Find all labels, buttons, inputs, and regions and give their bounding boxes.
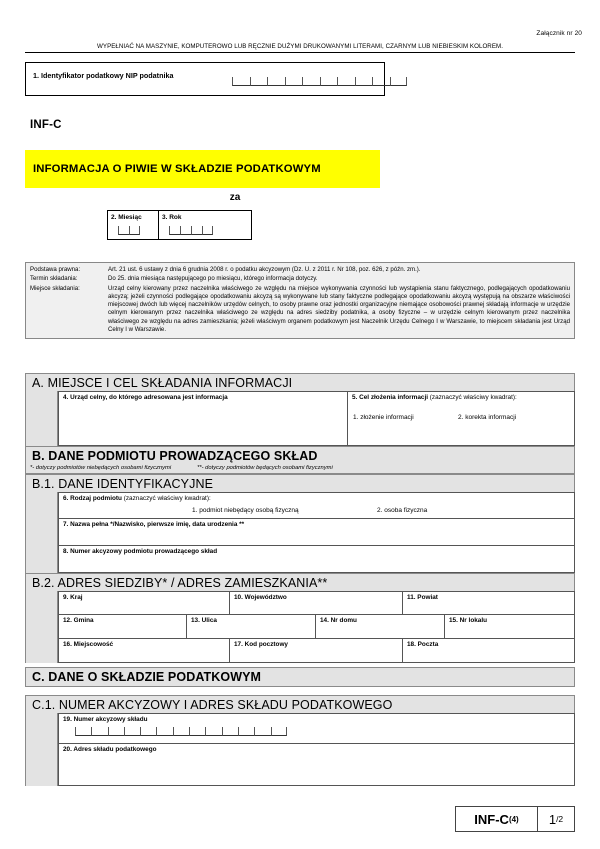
field-15-label: 15. Nr lokalu [449,617,488,624]
input-cell[interactable] [156,727,172,736]
field-16-label: 16. Miejscowość [63,641,114,648]
input-cell[interactable] [140,727,156,736]
legal-text: Do 25. dnia miesiąca następującego po miesiącu, którego informacja dotyczy. [108,275,318,283]
field-18-label: 18. Poczta [407,641,439,648]
annex-number: Załącznik nr 20 [536,30,582,37]
input-cell[interactable] [271,727,287,736]
legal-row [30,266,570,274]
section-c-heading: C. DANE O SKŁADZIE PODATKOWYM [25,667,575,687]
section-b2-heading: B.2. ADRES SIEDZIBY* / ADRES ZAMIESZKANIA** [25,573,575,593]
input-cell[interactable] [390,77,408,86]
month-field[interactable] [107,210,159,240]
field-5-purpose[interactable] [348,391,575,446]
input-cell[interactable] [118,226,129,235]
legal-term: Podstawa prawna: [30,266,81,273]
input-cell[interactable] [250,77,268,86]
nip-input-cells[interactable] [232,77,407,86]
input-cell[interactable] [91,727,107,736]
section-b-heading: B. DANE PODMIOTU PROWADZĄCEGO SKŁAD [25,446,575,466]
section-b1-row-6 [25,492,575,519]
form-title-banner [25,150,380,188]
field-14-label: 14. Nr domu [320,617,357,624]
field-5-option-2[interactable]: 2. korekta informacji [458,414,517,421]
field-18-post-office[interactable] [403,639,575,663]
for-period-word: za [229,192,241,203]
input-cell[interactable] [129,226,140,235]
input-cell[interactable] [302,77,320,86]
legal-basis-block [25,262,575,339]
field-11-label: 11. Powiat [407,594,438,601]
field-15-apartment-number[interactable] [445,615,575,639]
field-14-house-number[interactable] [316,615,445,639]
year-label: 3. Rok [162,213,182,221]
field-4-customs-office[interactable] [58,391,348,446]
section-b1-heading: B.1. DANE IDENTYFIKACYJNE [25,474,575,494]
input-cell[interactable] [285,77,303,86]
field-6-option-1[interactable]: 1. podmiot niebędący osobą fizyczną [192,507,299,514]
input-cell[interactable] [238,727,254,736]
left-gutter [25,492,58,519]
legal-text: Art. 21 ust. 6 ustawy z dnia 6 grudnia 2008 r. o podatku akcyzowym (Dz. U. z 2011 r. Nr 108, poz. 626, z późn. zm.). [108,266,421,273]
section-b2-row-1 [25,591,575,615]
month-input-cells[interactable] [118,226,140,235]
input-cell[interactable] [75,727,91,736]
field-9-country[interactable] [58,591,230,615]
year-input-cells[interactable] [169,226,213,235]
field-6-option-2[interactable]: 2. osoba fizyczna [377,507,428,514]
field-13-street[interactable] [187,615,316,639]
field-12-commune[interactable] [58,615,187,639]
input-cell[interactable] [202,226,213,235]
input-cell[interactable] [337,77,355,86]
footer-page-current: 1 [548,811,557,827]
month-label: 2. Miesiąc [111,213,142,221]
input-cell[interactable] [108,727,124,736]
left-gutter [25,519,58,546]
field-5-option-1[interactable]: 1. złożenie informacji [353,414,414,421]
input-cell[interactable] [180,226,191,235]
footnote-2: **- dotyczy podmiotów będących osobami fizycznymi [197,465,333,471]
field-13-label: 13. Ulica [191,617,217,624]
legal-row [30,275,570,283]
footnote-1: *- dotyczy podmiotów niebędących osobami fizycznymi [30,465,172,471]
input-cell[interactable] [173,727,189,736]
form-title: INFORMACJA O PIWIE W SKŁADZIE PODATKOWYM [33,163,321,175]
field-5-label: 5. Cel złożenia informacji (zaznaczyć właściwy kwadrat): [352,394,517,401]
field-10-label: 10. Województwo [234,594,287,601]
section-b1-row-7 [25,519,575,546]
field-6-label: 6. Rodzaj podmiotu (zaznaczyć właściwy kwadrat): [63,495,211,502]
period-fields [107,210,252,240]
left-gutter [25,615,58,639]
header-divider [25,52,575,53]
field-8-label: 8. Numer akcyzowy podmiotu prowadzącego skład [63,548,218,555]
input-cell[interactable] [232,77,250,86]
year-field[interactable] [159,210,252,240]
field-10-voivodeship[interactable] [230,591,403,615]
field-11-county[interactable] [403,591,575,615]
section-b1-row-8 [25,546,575,573]
left-gutter [25,546,58,573]
section-b2-row-2 [25,615,575,639]
field-9-label: 9. Kraj [63,594,83,601]
field-16-city[interactable] [58,639,230,663]
input-cell[interactable] [222,727,238,736]
nip-field-box[interactable] [25,62,385,96]
input-cell[interactable] [372,77,390,86]
footer-code-text: INF-C [474,811,509,827]
input-cell[interactable] [320,77,338,86]
footer-form-code [456,807,538,831]
input-cell[interactable] [189,727,205,736]
input-cell[interactable] [124,727,140,736]
footer-page-total: /2 [556,814,564,824]
input-cell[interactable] [205,727,221,736]
field-6-entity-type[interactable] [58,492,575,519]
field-12-label: 12. Gmina [63,617,94,624]
footer-version: (4) [508,814,519,824]
section-c1-row-19 [25,713,575,744]
section-a-heading: A. MIEJSCE I CEL SKŁADANIA INFORMACJI [25,373,575,393]
field-19-label: 19. Numer akcyzowy składu [63,716,148,723]
input-cell[interactable] [191,226,202,235]
footer-page-number [538,807,574,831]
input-cell[interactable] [254,727,270,736]
field-20-warehouse-address[interactable] [58,744,575,786]
legal-term: Termin składania: [30,275,78,283]
legal-text: Urząd celny kierowany przez naczelnika właściwego ze względu na miejsce wykonywania czynności lub wystąpienia stanu faktycznego, podlegających opodatkowaniu akcyzą; jeżeli czynności podlegające opodatkowaniu akcyzą są wykonywane lub stany faktyczne podlegające opodatkowaniu akcyzą występują na obszarze właściwości miejscowej dwóch lub więcej naczelników urzędów celnych, to osoby prawne oraz jednostki organizacyjne niemające osobowości prawnej składają informacje w urzędzie celnym kierowanym przez naczelnika właściwego ze względu na adres siedziby podatnika, a osoby fizyczne – w urzędzie celnym kierowanym przez naczelnika właściwego ze względu na adres zamieszkania; jeżeli właściwym organem podatkowym jest Naczelnik Urzędu Celnego I w Warszawie, to miejscem składania jest Urząd Celny I w Warszawie. [108,284,570,334]
field-7-label: 7. Nazwa pełna */Nazwisko, pierwsze imię, data urodzenia ** [63,521,245,528]
left-gutter [25,744,58,786]
left-gutter [25,713,58,744]
input-cell[interactable] [355,77,373,86]
field-19-warehouse-excise-number[interactable] [58,713,575,744]
section-a-fields [25,391,575,446]
section-b2-row-3 [25,639,575,663]
input-cell[interactable] [169,226,180,235]
input-cell[interactable] [267,77,285,86]
field-17-label: 17. Kod pocztowy [234,641,288,648]
left-gutter [25,591,58,615]
section-c1-heading: C.1. NUMER AKCYZOWY I ADRES SKŁADU PODATKOWEGO [25,695,575,715]
field-4-label: 4. Urząd celny, do którego adresowana jest informacja [63,394,228,401]
left-gutter [25,639,58,663]
legal-row [30,285,570,335]
field-7-full-name[interactable] [58,519,575,546]
field-8-excise-number[interactable] [58,546,575,573]
left-gutter [25,391,58,446]
page-footer [455,806,575,832]
section-b-footnotes [25,464,575,474]
fill-instruction: WYPEŁNIAĆ NA MASZYNIE, KOMPUTEROWO LUB RĘCZNIE DUŻYMI DRUKOWANYMI LITERAMI, CZARNYM LUB NIEBIESKIM KOLOREM. [97,43,503,50]
legal-term: Miejsce składania: [30,284,80,292]
field-20-label: 20. Adres składu podatkowego [63,746,157,753]
nip-label: 1. Identyfikator podatkowy NIP podatnika [33,71,174,80]
section-c1-row-20 [25,744,575,786]
form-code: INF-C [30,119,62,131]
field-19-input-cells[interactable] [75,727,287,736]
field-17-postal-code[interactable] [230,639,403,663]
